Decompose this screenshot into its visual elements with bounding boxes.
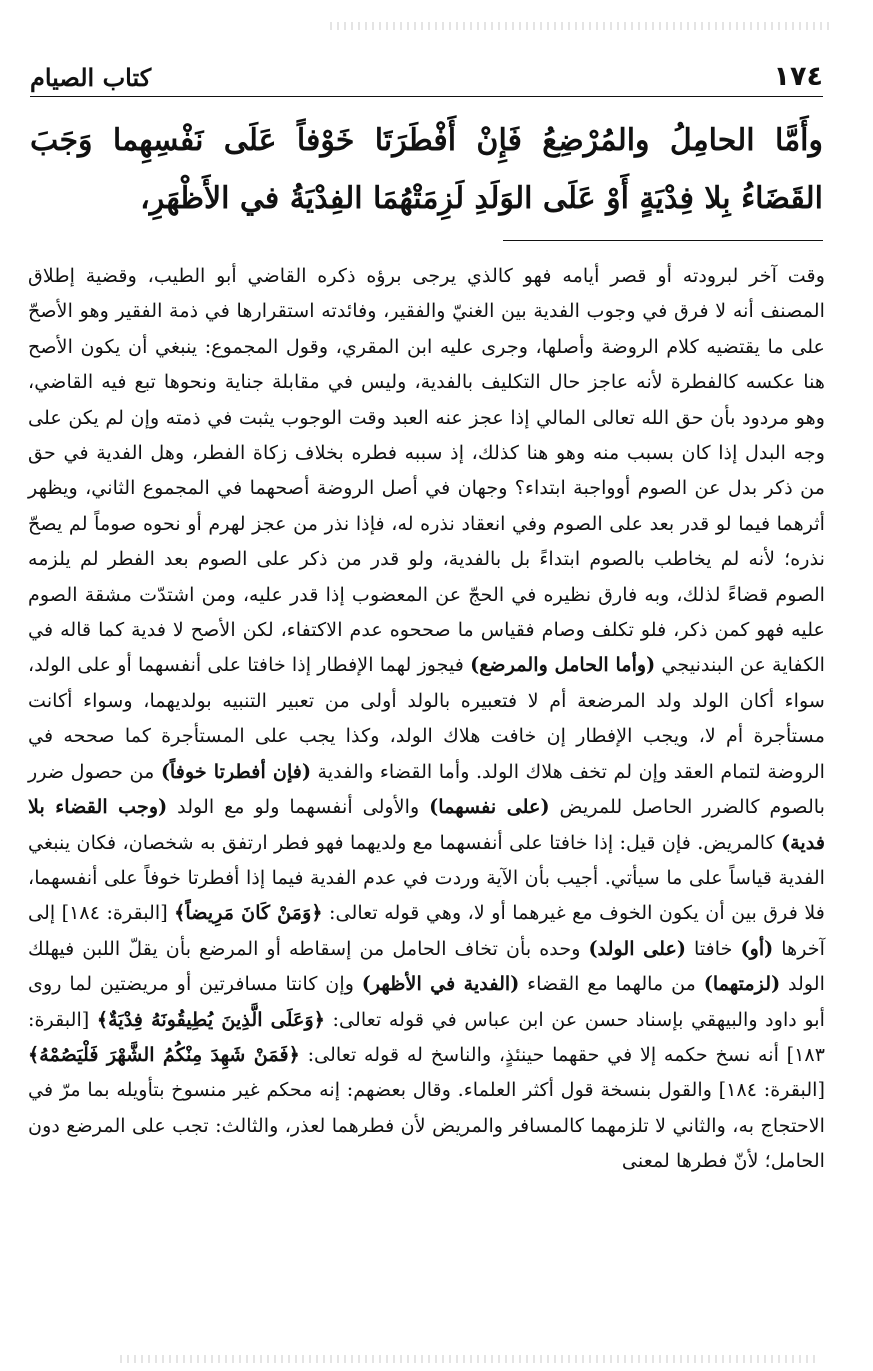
commentary-segment: والأولى أنفسهما ولو مع الولد <box>177 795 420 819</box>
quran-verse: ﴿فَمَنْ شَهِدَ مِنْكُمُ الشَّهْرَ فَلْيَصُمْهُ﴾ <box>28 1042 300 1066</box>
commentary-segment: من حصول ضرر بالصوم كالضرر الحاصل للمريض <box>28 759 825 819</box>
quoted-matn: (وأما الحامل والمرضع) <box>470 653 656 677</box>
quoted-matn: (فإن أفطرتا خوفاً) <box>160 759 312 783</box>
scan-artifact <box>120 1355 820 1363</box>
quoted-matn: (وجب القضاء بلا فدية) <box>28 795 825 854</box>
commentary-segment: خافتا <box>693 936 733 960</box>
commentary-segment: وحده بأن تخاف الحامل من إسقاطه أو المرضع بأن يقلّ اللبن فيهلك الولد <box>28 936 825 996</box>
main-text-matn: وأَمَّا الحامِلُ والمُرْضِعُ فَإِنْ أَفْطَرَتَا خَوْفاً عَلَى نَفْسِهِما وَجَبَ القَضَاءُ بِلا فِدْيَةٍ أَوْ عَلَى الوَلَدِ لَزِمَتْهُمَا الفِدْيَةُ في الأَظْهَرِ، <box>30 123 823 216</box>
commentary-text <box>28 258 825 1179</box>
commentary-paragraph <box>28 258 825 1179</box>
separator-line <box>503 240 823 241</box>
scan-artifact <box>330 22 830 30</box>
commentary-segment: [البقرة: ١٨٤] إلى آخرها <box>28 901 825 960</box>
commentary-segment: من مالهما مع القضاء <box>527 972 696 996</box>
quoted-matn: (الفدية في الأظهر) <box>361 972 520 996</box>
commentary-segment: فيجوز لهما الإفطار إذا خافتا على أنفسهما أو على الولد، سواء أكان الولد ولد المرضعة أم لا فتعبيره بالولد أولى من تعبير التنبيه بولديهما، وسواء أكانت مستأجرة أم لا، ويجب الإفطار إن خافت هلاك الولد، وكذا يجب على المستأجرة كما صححه في الروضة لتمام العقد وإن لم تخف هلاك الولد. وأما القضاء والفدية <box>28 653 825 783</box>
running-header <box>30 52 823 97</box>
page-number: ١٧٤ <box>773 61 823 92</box>
book-title: كتاب الصيام <box>30 63 152 92</box>
commentary-segment: [البقرة: ١٨٤] والقول بنسخة قول أكثر العلماء. وقال بعضهم: إنه محكم غير منسوخ بتأويله بما مرّ في الاحتجاج به، والثاني لا تلزمهما كالمسافر والمريض لأن فطرهما لعذر، والثالث: تجب على المرضع دون الحامل؛ لأنّ فطرها لمعنى <box>28 1078 825 1173</box>
quoted-matn: (على الولد) <box>588 936 686 960</box>
quoted-matn: (لزمتهما) <box>703 972 781 996</box>
commentary-segment: كالمريض. فإن قيل: إذا خافتا على أنفسهما مع ولديهما فهو فطر ارتفق به شخصان، فكان ينبغي الفدية قياساً على ما سيأتي. أجيب بأن الآية وردت في عدم الفدية فيما إذا أفطرتا خوفاً على أنفسهما، فلا فرق بين أن يكون الخوف مع غيرهما أو لا، وهي قوله تعالى: <box>28 830 825 925</box>
commentary-segment: وقت آخر لبرودته أو قصر أيامه فهو كالذي يرجى برؤه ذكره القاضي أبو الطيب، وقضية إطلاق المصنف أنه لا فرق في وجوب الفدية بين الغنيّ والفقير، وفائدته استقرارها في ذمة الفقير وهو الأصحّ على ما يقتضيه كلام الروضة وأصلها، وجرى عليه ابن المقري، وقول المجموع: ينبغي أن يكون الأصح هنا عكسه كالفطرة لأنه عاجز حال التكليف بالفدية، وليس في مقابلة جناية ونحوها تبع فيه القاضي، وهو مردود بأن حق الله تعالى المالي إذا عجز عنه العبد وقت الوجوب يثبت في ذمته وإن لم يكن على وجه البدل إذا كان بسبب منه وهو هنا كذلك، إذ سببه فطره بخلاف زكاة الفطر، وهل الفدية في حق من ذكر بدل عن الصوم أوواجبة ابتداء؟ وجهان في أصل الروضة أصحهما في المجموع الثاني، ويظهر أثرهما فيما لو قدر بعد على الصوم وفي انعقاد نذره له، فإذا نذر من عجز لهرم أو نحوه صوماً لم يصحّ نذره؛ لأنه لم يخاطب بالصوم ابتداءً بل بالفدية، ولو قدر من ذكر على الصوم بعد الفطر لم يلزمه الصوم قضاءً لذلك، وبه فارق نظيره في الحجّ عن المعضوب إذا قدر عليه، ومن اشتدّت مشقة الصوم عليه فهو كمن ذكر، فلو تكلف وصام فقياس ما صححوه عدم الاكتفاء، لكن الأصح لا فدية كما قاله في الكفاية عن البندنيجي <box>28 264 826 677</box>
commentary-segment: وإن كانتا مسافرتين أو مريضتين لما روى أبو داود والبيهقي بإسناد حسن عن ابن عباس في قوله تعالى: <box>28 972 825 1031</box>
quran-verse: ﴿وَعَلَى الَّذِينَ يُطِيقُونَهُ فِدْيَةٌ﴾ <box>96 1007 325 1031</box>
quran-verse: ﴿وَمَنْ كَانَ مَرِيضاً﴾ <box>174 901 323 925</box>
commentary-segment: [البقرة: ١٨٣] أنه نسخ حكمه إلا في حقهما حينئذٍ، والناسخ له قوله تعالى: <box>28 1007 826 1066</box>
quoted-matn: (أو) <box>740 936 774 960</box>
quoted-matn: (على نفسهما) <box>429 795 550 819</box>
